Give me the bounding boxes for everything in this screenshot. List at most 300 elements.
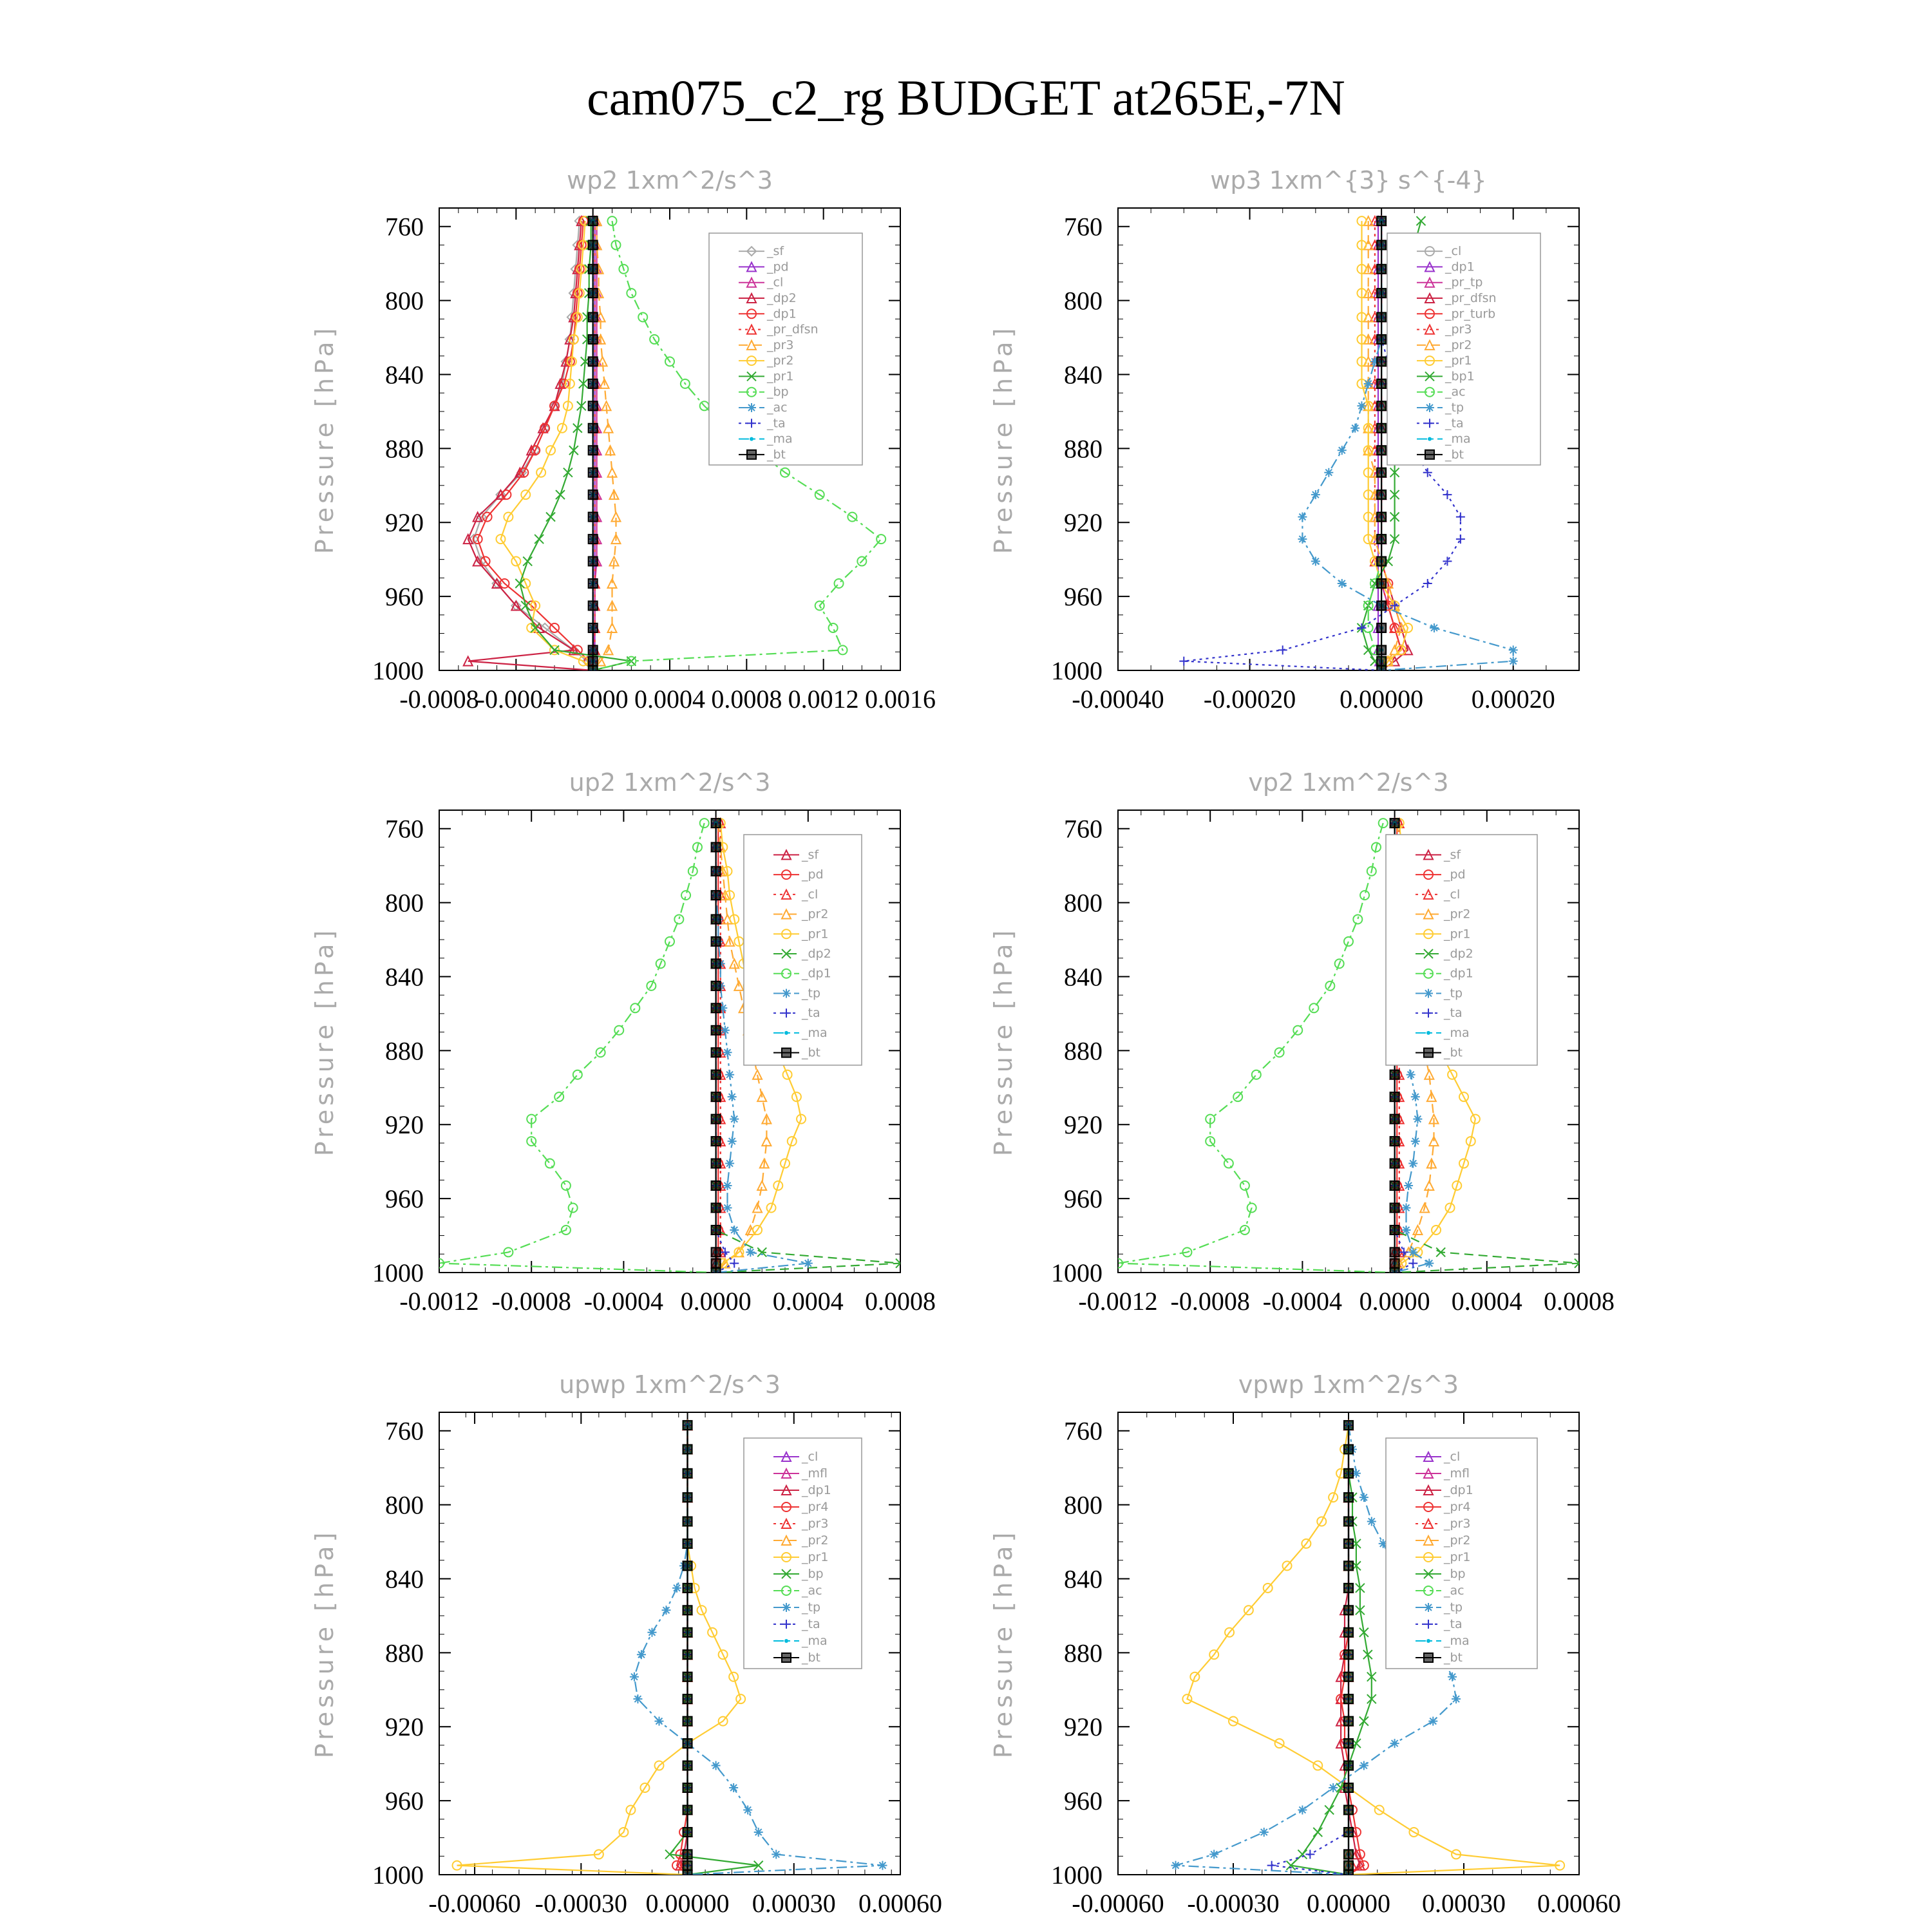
legend-label: _cl [1445, 244, 1462, 259]
data-point [683, 1650, 692, 1659]
data-point [556, 490, 565, 499]
legend-label: _cl [767, 275, 784, 290]
data-point [1390, 1137, 1399, 1146]
legend [709, 233, 862, 465]
data-point [683, 1584, 692, 1593]
data-point [1408, 1247, 1417, 1256]
data-point [1298, 535, 1307, 544]
data-point [712, 1203, 721, 1212]
data-point [712, 842, 721, 851]
x-tick-label: -0.0008 [399, 685, 479, 714]
x-tick-label: 0.00060 [1537, 1889, 1621, 1918]
legend-marker [1424, 1653, 1433, 1662]
data-point [1260, 1828, 1269, 1837]
legend-label: _pr_dfsn [767, 322, 819, 337]
data-point [683, 1861, 692, 1870]
data-point [1344, 1561, 1353, 1570]
data-point [1423, 579, 1432, 588]
data-point [1364, 379, 1373, 388]
data-point [1325, 1805, 1334, 1814]
chart-panel-1 [310, 166, 936, 714]
data-point [754, 1828, 763, 1837]
series-line-pr1 [457, 1425, 741, 1875]
legend-label: _pr1 [767, 369, 794, 384]
x-tick-label: -0.00060 [428, 1889, 521, 1918]
data-point [1313, 1828, 1322, 1837]
legend-marker [1426, 1639, 1430, 1643]
legend-marker [1428, 437, 1432, 441]
x-tick-label: 0.0004 [634, 685, 705, 714]
data-point [614, 1026, 623, 1035]
legend-label: _pd [1444, 867, 1466, 882]
legend-marker [1425, 450, 1434, 459]
data-point [1298, 1850, 1307, 1859]
y-tick-label: 1000 [372, 656, 424, 685]
y-tick-label: 1000 [1051, 1258, 1103, 1287]
series-line-dp1 [439, 823, 716, 1273]
data-point [712, 937, 721, 946]
data-point [1344, 1605, 1353, 1615]
legend-label: _pr1 [1445, 354, 1472, 368]
y-axis-label: Pressure [hPa] [989, 324, 1018, 554]
data-point [712, 1048, 721, 1057]
legend-label: _bp [767, 384, 789, 399]
data-point [1390, 1181, 1399, 1190]
data-point [683, 1444, 692, 1454]
data-point [712, 1070, 721, 1079]
data-point [589, 513, 598, 522]
legend-label: _ma [1445, 431, 1471, 446]
legend-label: _ta [802, 1006, 820, 1021]
legend-label: _pr3 [1444, 1517, 1471, 1531]
data-point [1443, 557, 1452, 566]
data-point [712, 891, 721, 900]
legend-label: _pr2 [767, 354, 794, 368]
data-point [712, 1259, 721, 1268]
data-point [654, 1717, 663, 1726]
x-tick-label: -0.0012 [1078, 1287, 1158, 1316]
data-point [1311, 490, 1320, 499]
data-point [1377, 513, 1386, 522]
x-tick-label: 0.0004 [772, 1287, 844, 1316]
data-point [564, 468, 573, 477]
data-point [1456, 535, 1465, 544]
data-point [1456, 513, 1465, 522]
data-point [876, 535, 886, 544]
series-line-dp1 [1118, 823, 1395, 1273]
legend-label: _ma [802, 1025, 828, 1040]
data-point [712, 1092, 721, 1101]
panel-title: up2 1xm^2/s^3 [569, 768, 771, 797]
data-point [1359, 1717, 1368, 1726]
legend-label: _pd [767, 260, 789, 274]
data-point [1344, 1805, 1353, 1814]
data-point [1377, 265, 1386, 274]
panel-title: upwp 1xm^2/s^3 [559, 1370, 781, 1399]
data-point [1344, 1739, 1353, 1748]
data-point [1411, 1092, 1420, 1101]
legend-label: _mfl [1444, 1466, 1470, 1481]
legend-label: _bp [1444, 1567, 1466, 1581]
y-tick-label: 960 [385, 582, 424, 612]
data-point [1344, 1861, 1353, 1870]
data-point [712, 914, 721, 923]
data-point [1305, 1850, 1314, 1859]
x-tick-label: -0.0004 [583, 1287, 664, 1316]
data-point [1344, 1421, 1353, 1430]
y-tick-label: 760 [1064, 212, 1103, 242]
y-tick-label: 1000 [372, 1861, 424, 1889]
data-point [589, 240, 598, 249]
data-point [712, 1181, 721, 1190]
legend-label: _cl [1444, 1450, 1461, 1464]
y-tick-label: 840 [385, 1564, 424, 1594]
y-tick-label: 760 [1064, 1416, 1103, 1446]
legend [744, 835, 862, 1065]
data-point [638, 312, 647, 321]
data-point [723, 1203, 732, 1212]
y-tick-label: 880 [1064, 1036, 1103, 1066]
data-point [1377, 601, 1386, 610]
data-point [1377, 312, 1386, 321]
legend-label: _dp1 [1445, 260, 1475, 274]
panels [310, 166, 1621, 1918]
data-point [589, 657, 598, 666]
legend-label: _ac [1445, 384, 1466, 399]
legend-label: _sf [767, 244, 784, 259]
data-point [545, 1159, 554, 1168]
legend-marker [784, 1639, 788, 1643]
legend-label: _pr3 [767, 337, 794, 352]
data-point [1377, 289, 1386, 298]
data-point [1390, 819, 1399, 828]
data-point [683, 1870, 692, 1879]
figure-title: cam075_c2_rg BUDGET at265E,-7N [587, 70, 1345, 126]
y-tick-label: 880 [1064, 434, 1103, 464]
data-point [1390, 1159, 1399, 1168]
data-point [1267, 1861, 1276, 1870]
y-tick-label: 920 [385, 1712, 424, 1742]
legend-label: _tp [802, 986, 821, 1001]
data-point [589, 623, 598, 632]
x-tick-label: 0.0016 [865, 685, 936, 714]
data-point [1377, 579, 1386, 588]
panel-title: vp2 1xm^2/s^3 [1248, 768, 1449, 797]
y-tick-label: 920 [385, 508, 424, 538]
y-tick-label: 920 [1064, 1110, 1103, 1140]
y-tick-label: 760 [385, 1416, 424, 1446]
x-tick-label: 0.00020 [1471, 685, 1555, 714]
data-point [630, 1003, 639, 1012]
data-point [1224, 1159, 1233, 1168]
data-point [661, 1605, 670, 1615]
data-point [1344, 1584, 1353, 1593]
data-point [589, 579, 598, 588]
legend [744, 1438, 862, 1669]
legend-label: _pr4 [802, 1500, 829, 1514]
data-point [1344, 1761, 1353, 1770]
legend-label: _ac [1444, 1584, 1464, 1598]
y-axis-label: Pressure [hPa] [989, 1528, 1018, 1759]
data-point [1377, 357, 1386, 366]
x-tick-label: 0.0000 [680, 1287, 752, 1316]
data-point [1309, 1003, 1318, 1012]
data-point [562, 1181, 571, 1190]
data-point [683, 1672, 692, 1681]
x-tick-label: 0.00060 [858, 1889, 942, 1918]
data-point [1344, 937, 1353, 946]
x-tick-label: 0.00030 [752, 1889, 836, 1918]
series-markers-ta [1267, 1421, 1353, 1879]
legend-label: _bp1 [1445, 369, 1475, 384]
legend-label: _cl [802, 887, 819, 902]
data-point [730, 1259, 739, 1268]
data-point [683, 1605, 692, 1615]
legend-label: _sf [802, 848, 819, 862]
chart-panel-3 [310, 768, 936, 1316]
data-point [681, 891, 690, 900]
y-tick-label: 960 [1064, 582, 1103, 612]
y-tick-label: 960 [1064, 1786, 1103, 1816]
data-point [627, 289, 636, 298]
legend-label: _pr3 [802, 1517, 829, 1531]
data-point [1311, 557, 1320, 566]
y-tick-label: 920 [1064, 508, 1103, 538]
data-point [1452, 1694, 1461, 1703]
data-point [1359, 1493, 1368, 1502]
data-point [1209, 1850, 1218, 1859]
data-point [1377, 335, 1386, 344]
data-point [1390, 1203, 1399, 1212]
data-point [589, 379, 598, 388]
x-tick-label: 0.0008 [1544, 1287, 1615, 1316]
data-point [1293, 1026, 1302, 1035]
data-point [1344, 1850, 1353, 1859]
y-tick-label: 960 [1064, 1184, 1103, 1214]
panel-title: vpwp 1xm^2/s^3 [1238, 1370, 1459, 1399]
legend-label: _dp1 [1444, 966, 1473, 981]
data-point [1377, 379, 1386, 388]
legend [1386, 835, 1537, 1065]
legend-marker [1424, 989, 1433, 998]
legend-label: _dp1 [1444, 1483, 1473, 1497]
legend-label: _cl [802, 1450, 819, 1464]
legend-marker [1426, 1031, 1430, 1035]
x-tick-label: -0.0008 [491, 1287, 571, 1316]
data-point [589, 557, 598, 566]
legend-label: _dp1 [802, 966, 831, 981]
data-point [1344, 1783, 1353, 1792]
legend-label: _pr1 [802, 1550, 829, 1564]
legend-marker [747, 450, 756, 459]
data-point [712, 1226, 721, 1235]
data-point [829, 623, 838, 632]
legend-label: _pr_turb [1445, 307, 1496, 321]
y-tick-label: 840 [385, 962, 424, 992]
data-point [1171, 1861, 1180, 1870]
legend-label: _pr2 [802, 1533, 829, 1548]
data-point [1406, 1070, 1416, 1079]
chart-panel-6 [989, 1370, 1621, 1918]
data-point [712, 1159, 721, 1168]
legend-marker [747, 403, 756, 412]
y-tick-label: 960 [385, 1786, 424, 1816]
legend-label: _tp [1444, 1600, 1463, 1615]
data-point [712, 981, 721, 990]
data-point [1448, 1672, 1457, 1681]
data-point [1353, 914, 1362, 923]
data-point [1298, 513, 1307, 522]
data-point [1344, 1870, 1353, 1879]
y-tick-label: 760 [1064, 814, 1103, 844]
data-point [762, 1137, 771, 1146]
data-point [515, 579, 524, 588]
legend-label: _ac [802, 1584, 822, 1598]
series-line-ta [1272, 1425, 1349, 1875]
data-point [1357, 401, 1366, 410]
data-point [589, 468, 598, 477]
data-point [728, 1137, 737, 1146]
x-tick-label: -0.0004 [476, 685, 556, 714]
data-point [725, 1159, 734, 1168]
data-point [730, 1115, 739, 1124]
data-point [683, 1628, 692, 1637]
legend-marker [784, 1031, 788, 1035]
legend-label: _pr1 [1444, 1550, 1471, 1564]
data-point [1377, 535, 1386, 544]
y-tick-label: 840 [1064, 1564, 1103, 1594]
data-point [683, 1805, 692, 1814]
data-point [683, 1761, 692, 1770]
data-point [1338, 579, 1347, 588]
data-point [1377, 424, 1386, 433]
legend-label: _ta [802, 1617, 820, 1631]
data-point [712, 1026, 721, 1035]
data-point [647, 1628, 656, 1637]
data-point [728, 1092, 737, 1101]
data-point [1367, 1517, 1376, 1526]
legend-marker [750, 437, 753, 441]
y-tick-label: 880 [385, 434, 424, 464]
data-point [665, 937, 674, 946]
data-point [1338, 446, 1347, 455]
data-point [1344, 1672, 1353, 1681]
legend-label: _bt [767, 447, 786, 462]
y-tick-label: 880 [385, 1638, 424, 1668]
y-axis-label: Pressure [hPa] [310, 1528, 339, 1759]
x-tick-label: -0.0012 [399, 1287, 479, 1316]
legend [1386, 1438, 1537, 1669]
data-point [721, 1026, 730, 1035]
legend-label: _dp2 [767, 291, 797, 305]
y-tick-label: 800 [1064, 286, 1103, 316]
panel-title: wp2 1xm^2/s^3 [567, 166, 773, 194]
data-point [725, 1070, 734, 1079]
x-tick-label: -0.0008 [1170, 1287, 1250, 1316]
data-point [633, 1694, 642, 1703]
legend-label: _ma [1444, 1634, 1470, 1648]
x-tick-label: 0.0004 [1451, 1287, 1522, 1316]
y-tick-label: 840 [385, 360, 424, 390]
data-point [589, 312, 598, 321]
data-point [1404, 1181, 1413, 1190]
data-point [589, 535, 598, 544]
y-tick-label: 880 [1064, 1638, 1103, 1668]
legend-label: _bt [802, 1651, 821, 1665]
data-point [604, 424, 613, 433]
data-point [674, 914, 683, 923]
data-point [1377, 557, 1386, 566]
legend-label: _pr2 [802, 907, 829, 922]
legend-label: _pr_tp [1445, 275, 1483, 290]
data-point [1402, 1203, 1411, 1212]
data-point [804, 1259, 813, 1268]
y-tick-label: 800 [385, 286, 424, 316]
data-point [1344, 1650, 1353, 1659]
legend-label: _bt [1445, 447, 1464, 462]
data-point [1390, 1739, 1399, 1748]
data-point [712, 1268, 721, 1277]
data-point [1402, 1226, 1411, 1235]
data-point [683, 1469, 692, 1478]
data-point [589, 645, 598, 654]
legend-label: _ta [1444, 1617, 1463, 1631]
data-point [1278, 645, 1287, 654]
data-point [1377, 623, 1386, 632]
legend-label: _ma [767, 431, 793, 446]
legend-marker [1424, 1603, 1433, 1612]
x-tick-label: -0.00060 [1072, 1889, 1164, 1918]
data-point [772, 1850, 781, 1859]
data-point [729, 1783, 738, 1792]
data-point [712, 1115, 721, 1124]
data-point [672, 1584, 681, 1593]
data-point [1344, 1628, 1353, 1637]
data-point [523, 557, 532, 566]
data-point [1390, 1092, 1399, 1101]
data-point [1252, 1070, 1261, 1079]
legend-label: _tp [802, 1600, 821, 1615]
data-point [723, 1048, 732, 1057]
y-tick-label: 840 [1064, 360, 1103, 390]
data-point [589, 446, 598, 455]
legend-label: _pr4 [1444, 1500, 1471, 1514]
legend-marker [782, 1653, 791, 1662]
data-point [1509, 645, 1518, 654]
data-point [1298, 1805, 1307, 1814]
data-point [1360, 891, 1369, 900]
y-tick-label: 840 [1064, 962, 1103, 992]
data-point [1377, 657, 1386, 666]
data-point [712, 867, 721, 876]
y-tick-label: 920 [1064, 1712, 1103, 1742]
x-tick-label: 0.0008 [711, 685, 782, 714]
data-point [535, 535, 544, 544]
legend-label: _tp [1444, 986, 1463, 1001]
x-tick-label: -0.00030 [1187, 1889, 1280, 1918]
data-point [1344, 1717, 1353, 1726]
data-point [1377, 468, 1386, 477]
data-point [1350, 424, 1359, 433]
data-point [1359, 1761, 1368, 1770]
legend-label: _pr3 [1445, 322, 1472, 337]
legend-label: _pr2 [1445, 337, 1472, 352]
data-point [521, 601, 530, 610]
data-point [589, 289, 598, 298]
data-point [589, 401, 598, 410]
series-markers-dp1 [435, 819, 721, 1277]
x-tick-label: -0.00020 [1203, 685, 1296, 714]
